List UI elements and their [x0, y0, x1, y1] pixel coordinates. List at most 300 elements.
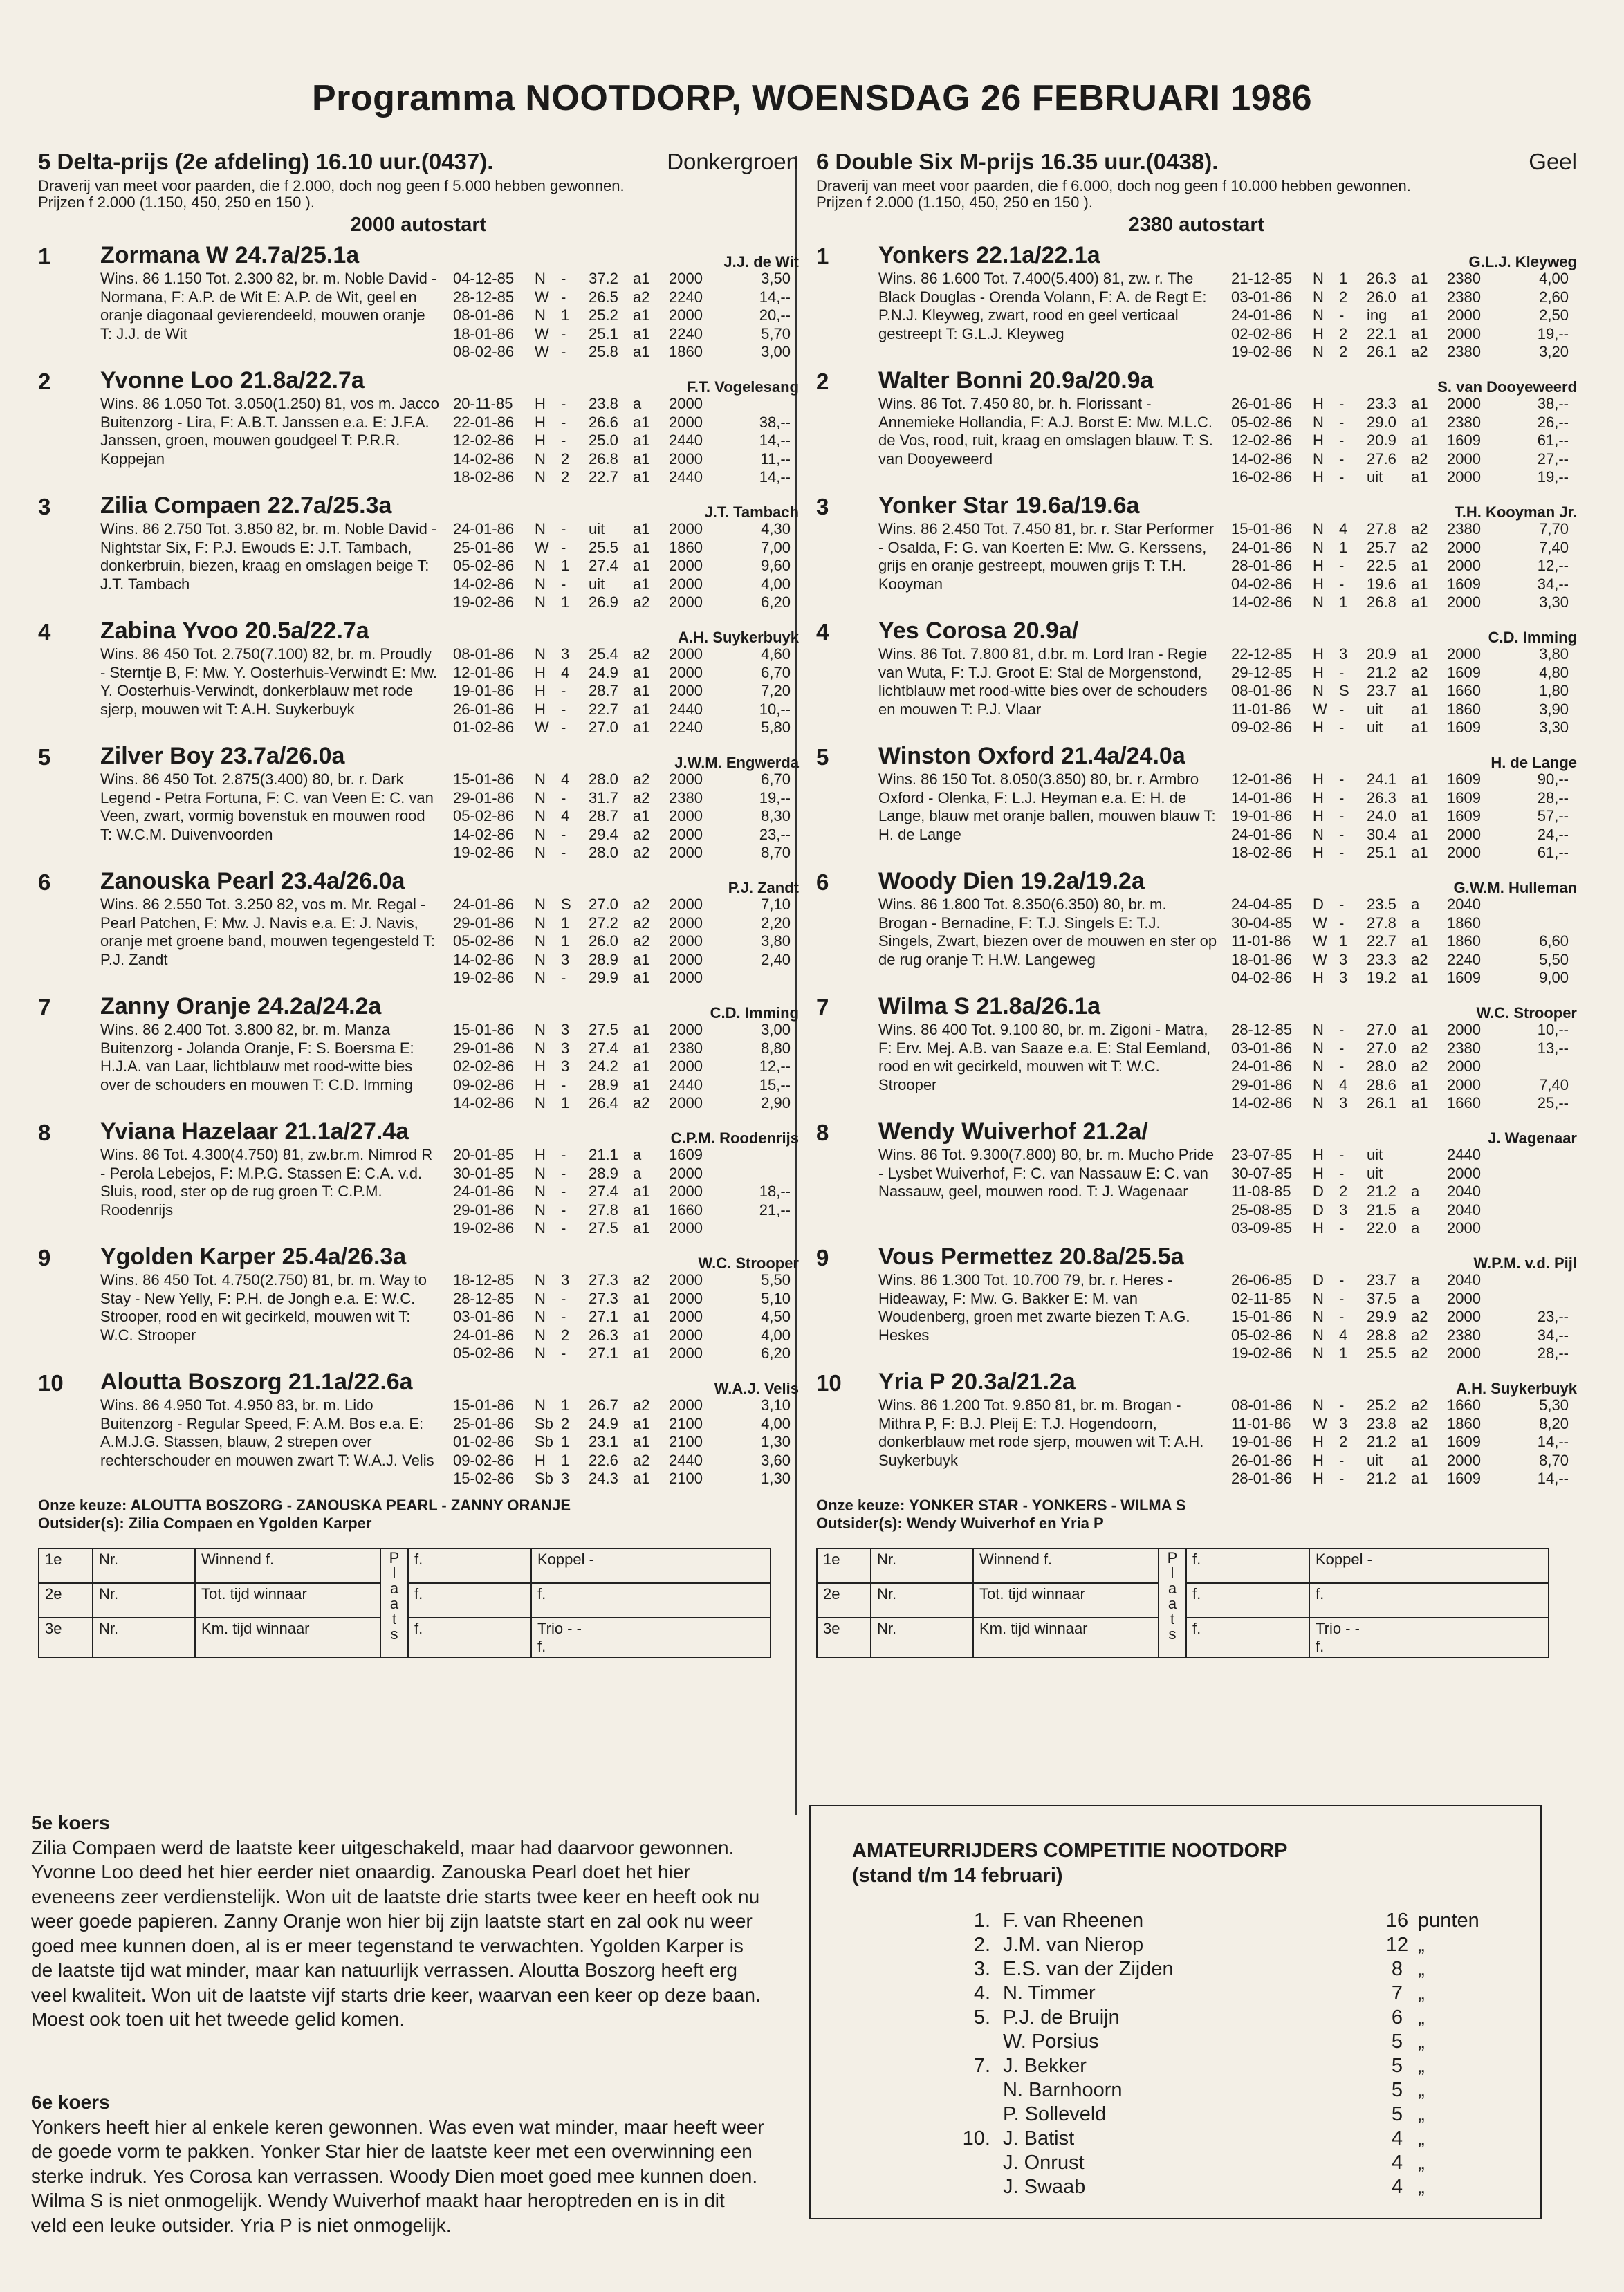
form-date: 15-02-86 — [453, 1470, 515, 1487]
form-distance: 1860 — [669, 538, 703, 556]
form-track: N — [535, 1021, 546, 1038]
form-start: a1 — [633, 1433, 650, 1450]
form-track: N — [1313, 1094, 1324, 1111]
horse-entry — [38, 1117, 799, 1242]
form-time: 26.9 — [589, 593, 618, 611]
form-place: - — [561, 700, 566, 718]
horse-number: 8 — [38, 1120, 51, 1145]
form-date: 14-02-86 — [453, 450, 515, 468]
result-nr-field[interactable]: Nr. — [93, 1618, 195, 1658]
form-time: 20.9 — [1367, 432, 1396, 449]
race-distance: 2380 autostart — [1128, 214, 1265, 236]
form-date: 15-01-86 — [453, 1021, 515, 1038]
outsiders: Outsider(s): Wendy Wuiverhof en Yria P — [816, 1515, 1104, 1532]
form-date: 25-01-86 — [453, 538, 515, 556]
form-distance: 2440 — [1447, 1146, 1481, 1163]
form-distance: 2000 — [669, 575, 703, 593]
form-time: 24.0 — [1367, 807, 1396, 824]
form-row — [453, 1415, 799, 1434]
form-time: 26.3 — [1367, 788, 1396, 806]
form-track: H — [1313, 575, 1324, 593]
result-extra-field[interactable]: f. — [531, 1583, 771, 1618]
form-date: 30-04-85 — [1231, 914, 1293, 932]
form-date: 14-02-86 — [453, 825, 515, 843]
form-track: N — [535, 520, 546, 537]
form-place: 1 — [561, 1451, 570, 1469]
form-date: 19-01-86 — [1231, 1433, 1293, 1450]
form-start: a2 — [633, 1094, 650, 1111]
form-distance: 2380 — [1447, 270, 1481, 287]
form-track: N — [1313, 1057, 1324, 1075]
result-extra-field[interactable]: Koppel - — [1309, 1549, 1549, 1583]
form-time: uit — [589, 520, 605, 537]
form-time: 31.7 — [589, 788, 618, 806]
amateur-unit: „ — [1418, 2176, 1425, 2198]
form-start: a1 — [633, 432, 650, 449]
form-time: 22.6 — [589, 1451, 618, 1469]
form-place: - — [561, 1146, 566, 1163]
form-row — [1231, 1094, 1577, 1113]
form-distance: 2000 — [669, 896, 703, 913]
form-place: - — [1339, 914, 1345, 932]
form-odds: 4,00 — [1539, 270, 1569, 287]
amateur-row — [942, 2175, 1479, 2199]
form-date: 03-01-86 — [1231, 288, 1293, 306]
form-time: 23.7 — [1367, 1271, 1396, 1288]
form-odds — [1513, 1271, 1569, 1290]
result-f-field[interactable]: f. — [1186, 1549, 1309, 1583]
form-start: a2 — [633, 844, 650, 861]
form-odds: 5,10 — [761, 1289, 791, 1307]
form-track: N — [535, 896, 546, 913]
form-track: H — [1313, 557, 1324, 574]
form-time: 24.2 — [589, 1057, 618, 1075]
form-distance: 2000 — [1447, 825, 1481, 843]
horse-header — [816, 1367, 1577, 1398]
form-row — [453, 306, 799, 325]
form-row — [1231, 1396, 1577, 1415]
form-place: - — [561, 788, 566, 806]
form-date: 09-02-86 — [453, 1075, 515, 1093]
horse-description: Wins. 86 1.150 Tot. 2.300 82, br. m. Noble David - Normana, F: A.P. de Wit E: A.P. de Wit, geel en oranje diagonaal gevierendeeld, mouwen oranje T: J.J. de Wit — [100, 270, 437, 342]
form-distance: 2000 — [1447, 468, 1481, 486]
horse-name: Yonker Star 19.6a/19.6a — [878, 492, 1140, 519]
form-time: 28.0 — [589, 770, 618, 788]
result-nr-field[interactable]: Nr. — [93, 1549, 195, 1583]
horse-form — [1231, 770, 1577, 862]
horse-number: 5 — [816, 744, 829, 770]
form-distance: 2440 — [669, 700, 703, 718]
form-odds: 7,10 — [761, 896, 791, 913]
form-distance: 1860 — [1447, 1414, 1481, 1432]
form-distance: 2040 — [1447, 896, 1481, 913]
form-time: 28.0 — [589, 844, 618, 861]
form-start: a2 — [1411, 1414, 1428, 1432]
form-time: uit — [1367, 1164, 1383, 1182]
result-label: Tot. tijd winnaar — [973, 1583, 1159, 1618]
horse-form — [1231, 270, 1577, 362]
form-odds: 7,40 — [1539, 1075, 1569, 1093]
form-track: H — [535, 395, 546, 412]
form-row — [453, 969, 799, 988]
form-odds: 3,30 — [1539, 719, 1569, 736]
form-track: W — [1313, 932, 1327, 950]
form-distance: 2000 — [669, 1021, 703, 1038]
form-start: a — [633, 1146, 642, 1163]
form-odds: 6,60 — [1539, 932, 1569, 950]
form-distance: 1609 — [1447, 663, 1481, 681]
form-distance: 2040 — [1447, 1201, 1481, 1219]
form-row — [1231, 770, 1577, 789]
result-grid — [38, 1548, 771, 1658]
comment-text: Yonkers heeft hier al enkele keren gewonnen. Was even wat minder, maar heeft weer de goede vorm te pakken. Yonker Star hier de laatste keer met een overwinning een sterke indruk. Yes Corosa kan verrassen. Woody Dien moet goed mee kunnen doen. Wilma S is niet onmogelijk. Wendy Wuiverhof maakt haar heroptreden en is in dit veld een leuke outsider. Yria P is niet onmogelijk. — [31, 2116, 764, 2236]
form-start: a1 — [633, 663, 650, 681]
form-time: 21.2 — [1367, 1470, 1396, 1487]
form-track: Sb — [535, 1433, 553, 1450]
form-start: a1 — [1411, 593, 1428, 611]
result-extra-field[interactable]: Trio - - f. — [531, 1618, 771, 1658]
comment-6e-koers — [31, 2090, 764, 2237]
form-odds: 12,-- — [1537, 557, 1569, 574]
form-date: 24-04-85 — [1231, 896, 1293, 913]
form-track: H — [1313, 395, 1324, 412]
form-distance: 2000 — [669, 450, 703, 468]
form-place: 3 — [561, 645, 570, 663]
form-place: - — [1339, 1164, 1345, 1182]
form-odds: 5,30 — [1539, 1396, 1569, 1414]
form-start: a1 — [1411, 468, 1428, 486]
form-place: - — [1339, 844, 1345, 861]
form-date: 12-02-86 — [453, 432, 515, 449]
form-odds: 6,20 — [761, 1344, 791, 1362]
horse-entry — [816, 1242, 1577, 1367]
form-time: 22.7 — [1367, 932, 1396, 950]
form-odds: 4,30 — [761, 520, 791, 537]
form-distance: 2000 — [669, 270, 703, 287]
form-place: - — [561, 825, 566, 843]
result-extra-field[interactable]: Koppel - — [531, 1549, 771, 1583]
form-odds: 2,60 — [1539, 288, 1569, 306]
amateur-points: 4 — [1391, 2176, 1403, 2198]
form-row — [1231, 432, 1577, 450]
horse-form — [453, 1271, 799, 1363]
horse-name: Winston Oxford 21.4a/24.0a — [878, 743, 1185, 769]
result-nr-field[interactable]: Nr. — [93, 1583, 195, 1618]
form-date: 15-01-86 — [1231, 520, 1293, 537]
result-row — [817, 1549, 1549, 1583]
form-distance: 2000 — [669, 306, 703, 324]
form-track: N — [535, 306, 546, 324]
horse-number: 9 — [816, 1245, 829, 1270]
form-start: a — [1411, 914, 1420, 932]
form-place: - — [1339, 825, 1345, 843]
form-date: 03-01-86 — [1231, 1039, 1293, 1057]
form-start: a1 — [1411, 932, 1428, 950]
form-start: a1 — [633, 1344, 650, 1362]
form-row — [1231, 575, 1577, 594]
form-start: a1 — [1411, 1075, 1428, 1093]
form-odds — [1513, 896, 1569, 914]
form-track: H — [535, 700, 546, 718]
form-distance: 1609 — [1447, 719, 1481, 736]
form-time: 26.3 — [589, 1326, 618, 1344]
result-f-field[interactable]: f. — [408, 1618, 531, 1658]
result-nr-field[interactable]: Nr. — [871, 1618, 973, 1658]
horse-header — [38, 491, 799, 521]
form-place: - — [561, 844, 566, 861]
form-place: 1 — [1339, 538, 1348, 556]
form-track: N — [535, 1308, 546, 1325]
form-row — [453, 520, 799, 539]
form-place: - — [1339, 395, 1345, 412]
form-row — [453, 664, 799, 683]
form-time: 27.3 — [589, 1271, 618, 1288]
horse-form — [1231, 1396, 1577, 1488]
form-distance: 2000 — [669, 1057, 703, 1075]
form-time: 25.1 — [589, 324, 618, 342]
form-row — [453, 468, 799, 487]
amateur-row — [942, 2078, 1479, 2102]
form-track: H — [1313, 788, 1324, 806]
result-nr-field[interactable]: Nr. — [871, 1549, 973, 1583]
form-distance: 2440 — [669, 1075, 703, 1093]
result-extra-field[interactable]: f. — [1309, 1583, 1549, 1618]
race-conditions — [816, 178, 1577, 211]
horse-description: Wins. 86 150 Tot. 8.050(3.850) 80, br. r. Armbro Oxford - Olenka, F: L.J. Heyman e.a. E: H. de Lange, blauw met oranje ballen, mouwen blauw T: H. de Lange — [878, 770, 1216, 843]
form-track: W — [535, 719, 549, 736]
horse-name: Zabina Yvoo 20.5a/22.7a — [100, 618, 369, 644]
form-track: N — [535, 270, 546, 287]
result-f-field[interactable]: f. — [1186, 1618, 1309, 1658]
horse-name: Zilver Boy 23.7a/26.0a — [100, 743, 345, 769]
form-distance: 2380 — [669, 788, 703, 806]
form-track: N — [1313, 306, 1324, 324]
form-odds: 8,70 — [1539, 1451, 1569, 1469]
form-distance: 2440 — [669, 432, 703, 449]
form-odds: 8,80 — [761, 1039, 791, 1057]
horse-trainer: P.J. Zandt — [728, 879, 799, 896]
form-row — [1231, 1415, 1577, 1434]
amateur-points: 5 — [1391, 2055, 1403, 2077]
form-odds: 25,-- — [1537, 1094, 1569, 1111]
horse-form — [453, 395, 799, 487]
form-date: 28-01-86 — [1231, 557, 1293, 574]
form-place: 3 — [561, 1271, 570, 1288]
form-odds: 3,00 — [761, 1021, 791, 1038]
result-f-field[interactable]: f. — [408, 1549, 531, 1583]
form-place: - — [561, 1344, 566, 1362]
form-row — [1231, 1039, 1577, 1058]
form-time: 24.9 — [589, 663, 618, 681]
plaats-label — [1159, 1549, 1186, 1658]
form-start: a — [1411, 1271, 1420, 1288]
horse-name: Zanouska Pearl 23.4a/26.0a — [100, 868, 405, 894]
form-distance: 2000 — [1447, 450, 1481, 468]
form-track: H — [535, 432, 546, 449]
result-f-field[interactable]: f. — [1186, 1583, 1309, 1618]
form-place: 3 — [1339, 1094, 1348, 1111]
form-track: N — [1313, 682, 1324, 699]
form-time: 27.8 — [1367, 520, 1396, 537]
horse-trainer: F.T. Vogelesang — [686, 378, 799, 396]
form-date: 15-01-86 — [453, 1396, 515, 1414]
form-track: N — [535, 844, 546, 861]
form-row — [453, 770, 799, 789]
result-f-field[interactable]: f. — [537, 1638, 546, 1655]
form-odds: 5,50 — [761, 1271, 791, 1288]
form-date: 05-02-86 — [453, 1344, 515, 1362]
form-date: 08-01-86 — [1231, 1396, 1293, 1414]
form-row — [1231, 1219, 1577, 1238]
horse-number: 4 — [816, 619, 829, 645]
form-track: H — [1313, 770, 1324, 788]
outsiders: Outsider(s): Zilia Compaen en Ygolden Karper — [38, 1515, 372, 1532]
form-distance: 2000 — [669, 557, 703, 574]
form-start: a1 — [1411, 1094, 1428, 1111]
form-time: 27.0 — [1367, 1039, 1396, 1057]
form-start: a1 — [1411, 1451, 1428, 1469]
form-date: 08-01-86 — [453, 645, 515, 663]
comment-5e-koers — [31, 1811, 764, 2032]
form-odds: 2,90 — [761, 1094, 791, 1111]
horse-trainer: W.C. Strooper — [1476, 1004, 1577, 1022]
result-f-field[interactable]: f. — [1316, 1638, 1325, 1655]
horse-entry — [38, 992, 799, 1117]
horse-name: Zilia Compaen 22.7a/25.3a — [100, 492, 392, 519]
form-distance: 2000 — [669, 395, 703, 412]
form-place: - — [1339, 1451, 1345, 1469]
form-distance: 2000 — [669, 1289, 703, 1307]
form-track: W — [1313, 914, 1327, 932]
form-track: N — [1313, 1289, 1324, 1307]
form-time: 26.8 — [1367, 593, 1396, 611]
form-date: 19-01-86 — [1231, 807, 1293, 824]
form-odds: 8,30 — [761, 807, 791, 824]
amateur-rank — [942, 2030, 1003, 2054]
form-track: N — [535, 1094, 546, 1111]
form-place: 3 — [561, 950, 570, 968]
form-date: 29-01-86 — [453, 1039, 515, 1057]
form-date: 12-01-86 — [1231, 770, 1293, 788]
form-odds: 18,-- — [759, 1183, 791, 1200]
form-place: 1 — [561, 593, 570, 611]
form-time: 29.4 — [589, 825, 618, 843]
form-time: 25.1 — [1367, 844, 1396, 861]
form-track: N — [535, 450, 546, 468]
form-track: N — [535, 468, 546, 486]
horse-form — [1231, 1021, 1577, 1113]
form-place: - — [1339, 432, 1345, 449]
form-row — [453, 682, 799, 701]
form-time: 20.9 — [1367, 645, 1396, 663]
race-title: 5 Delta-prijs (2e afdeling) 16.10 uur.(0437). — [38, 149, 494, 174]
form-place: 1 — [1339, 932, 1348, 950]
form-track: N — [1313, 520, 1324, 537]
form-time: 27.8 — [1367, 914, 1396, 932]
horse-entry — [38, 366, 799, 491]
form-odds: 3,90 — [1539, 700, 1569, 718]
form-odds: 90,-- — [1537, 770, 1569, 788]
form-track: D — [1313, 1201, 1324, 1219]
amateur-points: 4 — [1391, 2152, 1403, 2174]
form-distance: 2000 — [669, 682, 703, 699]
plaats-letter: l — [1170, 1564, 1174, 1582]
comment-title: 6e koers — [31, 2091, 110, 2113]
horse-header — [38, 741, 799, 772]
form-start: a2 — [633, 825, 650, 843]
form-start: a1 — [633, 1039, 650, 1057]
horse-form — [1231, 520, 1577, 612]
form-distance: 2380 — [1447, 413, 1481, 431]
form-start: a — [1411, 1289, 1420, 1307]
form-odds: 3,00 — [761, 343, 791, 360]
form-row — [453, 343, 799, 362]
form-track: H — [535, 1146, 546, 1163]
form-odds: 5,80 — [761, 719, 791, 736]
form-start: a1 — [1411, 719, 1428, 736]
form-distance: 2000 — [1447, 1057, 1481, 1075]
form-start: a — [633, 395, 642, 412]
form-odds: 6,70 — [761, 663, 791, 681]
form-odds — [1513, 1290, 1569, 1309]
horse-trainer: C.D. Imming — [1488, 629, 1577, 646]
amateur-unit: „ — [1418, 2103, 1425, 2125]
horse-description: Wins. 86 1.800 Tot. 8.350(6.350) 80, br. m. Brogan - Bernadine, F: T.J. Singels E: T.J. Singels, Zwart, biezen over de mouwen en ster op de rug oranje T: H.W. Langeweg — [878, 896, 1217, 968]
plaats-letter: t — [391, 1610, 397, 1627]
form-time: 21.2 — [1367, 1433, 1396, 1450]
form-date: 19-01-86 — [453, 682, 515, 699]
form-track: N — [1313, 288, 1324, 306]
horse-form — [453, 1146, 799, 1238]
form-row — [453, 1433, 799, 1452]
form-date: 15-01-86 — [453, 770, 515, 788]
race-5-column — [38, 149, 799, 1658]
plaats-letter: l — [392, 1564, 396, 1582]
form-track: N — [535, 969, 546, 986]
form-start: a1 — [633, 575, 650, 593]
result-extra-field[interactable]: Trio - - f. — [1309, 1618, 1549, 1658]
form-row — [1231, 719, 1577, 737]
amateur-rank — [942, 2078, 1003, 2102]
amateur-row — [942, 2102, 1479, 2127]
form-distance: 2000 — [669, 825, 703, 843]
form-row — [1231, 1201, 1577, 1220]
result-nr-field[interactable]: Nr. — [871, 1583, 973, 1618]
form-time: 29.9 — [589, 969, 618, 986]
form-row — [1231, 450, 1577, 469]
form-row — [1231, 682, 1577, 701]
form-date: 28-12-85 — [453, 288, 515, 306]
form-time: 27.8 — [589, 1201, 618, 1219]
result-f-field[interactable]: f. — [408, 1583, 531, 1618]
form-start: a1 — [1411, 700, 1428, 718]
form-row — [453, 432, 799, 450]
form-date: 23-07-85 — [1231, 1146, 1293, 1163]
form-odds — [735, 969, 791, 988]
form-start: a1 — [1411, 395, 1428, 412]
amateur-rank: 2. — [973, 1934, 990, 1956]
form-place: - — [561, 395, 566, 412]
form-track: N — [1313, 1039, 1324, 1057]
form-track: N — [535, 770, 546, 788]
form-distance: 2100 — [669, 1470, 703, 1487]
form-odds: 38,-- — [759, 413, 791, 431]
horse-number: 8 — [816, 1120, 829, 1145]
form-date: 09-02-86 — [453, 1451, 515, 1469]
form-row — [1231, 468, 1577, 487]
form-row — [1231, 844, 1577, 862]
form-place: - — [1339, 1039, 1345, 1057]
